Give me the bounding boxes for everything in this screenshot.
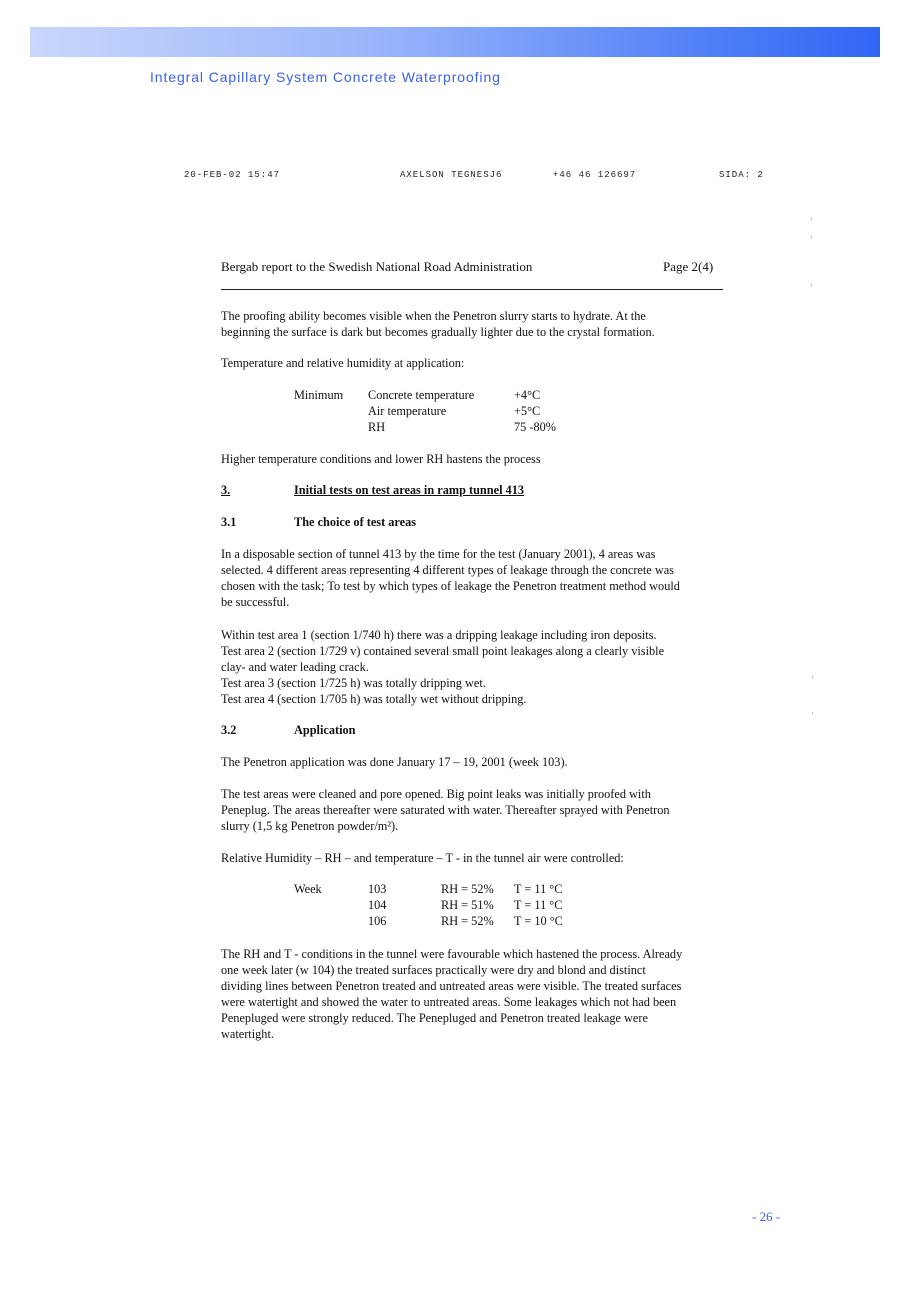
- min-param: Concrete temperature: [368, 388, 475, 402]
- text-line: slurry (1,5 kg Penetron powder/m²).: [221, 819, 399, 833]
- scan-speck: [812, 676, 813, 678]
- text-line: The proofing ability becomes visible when the Penetron slurry starts to hydrate. At the: [221, 309, 646, 323]
- cleaned-paragraph: [221, 786, 733, 834]
- section-3-1-title: The choice of test areas: [294, 515, 417, 529]
- conclusion-paragraph: [221, 946, 733, 1042]
- choice-paragraph: [221, 546, 733, 610]
- text-line: chosen with the task; To test by which types of leakage the Penetron treatment method would: [221, 579, 680, 593]
- fax-phone: +46 46 126697: [553, 170, 637, 180]
- scan-speck: [811, 284, 812, 286]
- min-param: RH: [368, 420, 386, 434]
- text-line: Penepluged were strongly reduced. The Penepluged and Penetron treated leakage were: [221, 1011, 648, 1025]
- week-temp: T = 11 °C: [514, 898, 563, 912]
- scan-speck: [811, 236, 812, 238]
- min-param: Air temperature: [368, 404, 447, 418]
- fax-sender: AXELSON TEGNESJ6: [400, 170, 503, 180]
- min-table-label: Minimum: [294, 388, 344, 402]
- text-line: were watertight and showed the water to untreated areas. Some leakages which not had been: [221, 995, 677, 1009]
- section-3-title: Initial tests on test areas in ramp tunnel 413: [294, 483, 525, 497]
- rh-intro: Relative Humidity – RH – and temperature – T - in the tunnel air were controlled:: [221, 851, 624, 865]
- heading-rule: [221, 289, 723, 290]
- temp-intro: Temperature and relative humidity at application:: [221, 356, 465, 370]
- text-line: In a disposable section of tunnel 413 by the time for the test (January 2001), 4 areas was: [221, 547, 656, 561]
- text-line: selected. 4 different areas representing 4 different types of leakage through the concrete was: [221, 563, 674, 577]
- week-number: 106: [368, 914, 387, 928]
- min-value: 75 -80%: [514, 420, 557, 434]
- application-done-text: The Penetron application was done January 17 – 19, 2001 (week 103).: [221, 755, 568, 769]
- footer-page-number: - 26 -: [752, 1209, 781, 1224]
- scan-speck: [812, 712, 813, 714]
- min-value: +4°C: [514, 388, 541, 402]
- text-line: watertight.: [221, 1027, 274, 1041]
- report-heading: Bergab report to the Swedish National Road Administration: [221, 259, 533, 274]
- document-title: Integral Capillary System Concrete Waterproofing: [150, 69, 501, 85]
- text-line: Within test area 1 (section 1/740 h) there was a dripping leakage including iron deposits.: [221, 628, 657, 642]
- text-line: beginning the surface is dark but becomes gradually lighter due to the crystal formation.: [221, 325, 655, 339]
- text-line: clay- and water leading crack.: [221, 660, 369, 674]
- week-rh: RH = 51%: [441, 898, 494, 912]
- week-temp: T = 11 °C: [514, 882, 563, 896]
- fax-page: SIDA: 2: [719, 170, 764, 180]
- section-3-1-number: 3.1: [221, 515, 237, 529]
- week-temp: T = 10 °C: [514, 914, 563, 928]
- week-table-label: Week: [294, 882, 322, 896]
- areas-paragraph: [221, 627, 733, 707]
- higher-temp-text: Higher temperature conditions and lower RH hastens the process: [221, 452, 541, 466]
- text-line: Test area 4 (section 1/705 h) was totally wet without dripping.: [221, 692, 527, 706]
- section-3-2-number: 3.2: [221, 723, 237, 737]
- section-3-number: 3.: [221, 483, 231, 497]
- text-line: dividing lines between Penetron treated and untreated areas were visible. The treated surfaces: [221, 979, 682, 993]
- min-value: +5°C: [514, 404, 541, 418]
- text-line: Peneplug. The areas thereafter were saturated with water. Thereafter sprayed with Penetron: [221, 803, 670, 817]
- section-3-2-title: Application: [294, 723, 356, 737]
- week-number: 103: [368, 882, 387, 896]
- text-line: one week later (w 104) the treated surfaces practically were dry and blond and distinct: [221, 963, 646, 977]
- scan-speck: [811, 218, 812, 220]
- intro-paragraph: [221, 308, 733, 340]
- text-line: Test area 2 (section 1/729 v) contained several small point leakages along a clearly visible: [221, 644, 665, 658]
- text-line: The test areas were cleaned and pore opened. Big point leaks was initially proofed with: [221, 787, 651, 801]
- week-rh: RH = 52%: [441, 914, 494, 928]
- text-line: Test area 3 (section 1/725 h) was totally dripping wet.: [221, 676, 486, 690]
- week-number: 104: [368, 898, 387, 912]
- week-rh: RH = 52%: [441, 882, 494, 896]
- text-line: The RH and T - conditions in the tunnel were favourable which hastened the process. Already: [221, 947, 683, 961]
- report-page-label: Page 2(4): [663, 259, 714, 274]
- text-line: be successful.: [221, 595, 290, 609]
- fax-date: 20-FEB-02 15:47: [184, 170, 281, 180]
- header-banner: [30, 27, 880, 57]
